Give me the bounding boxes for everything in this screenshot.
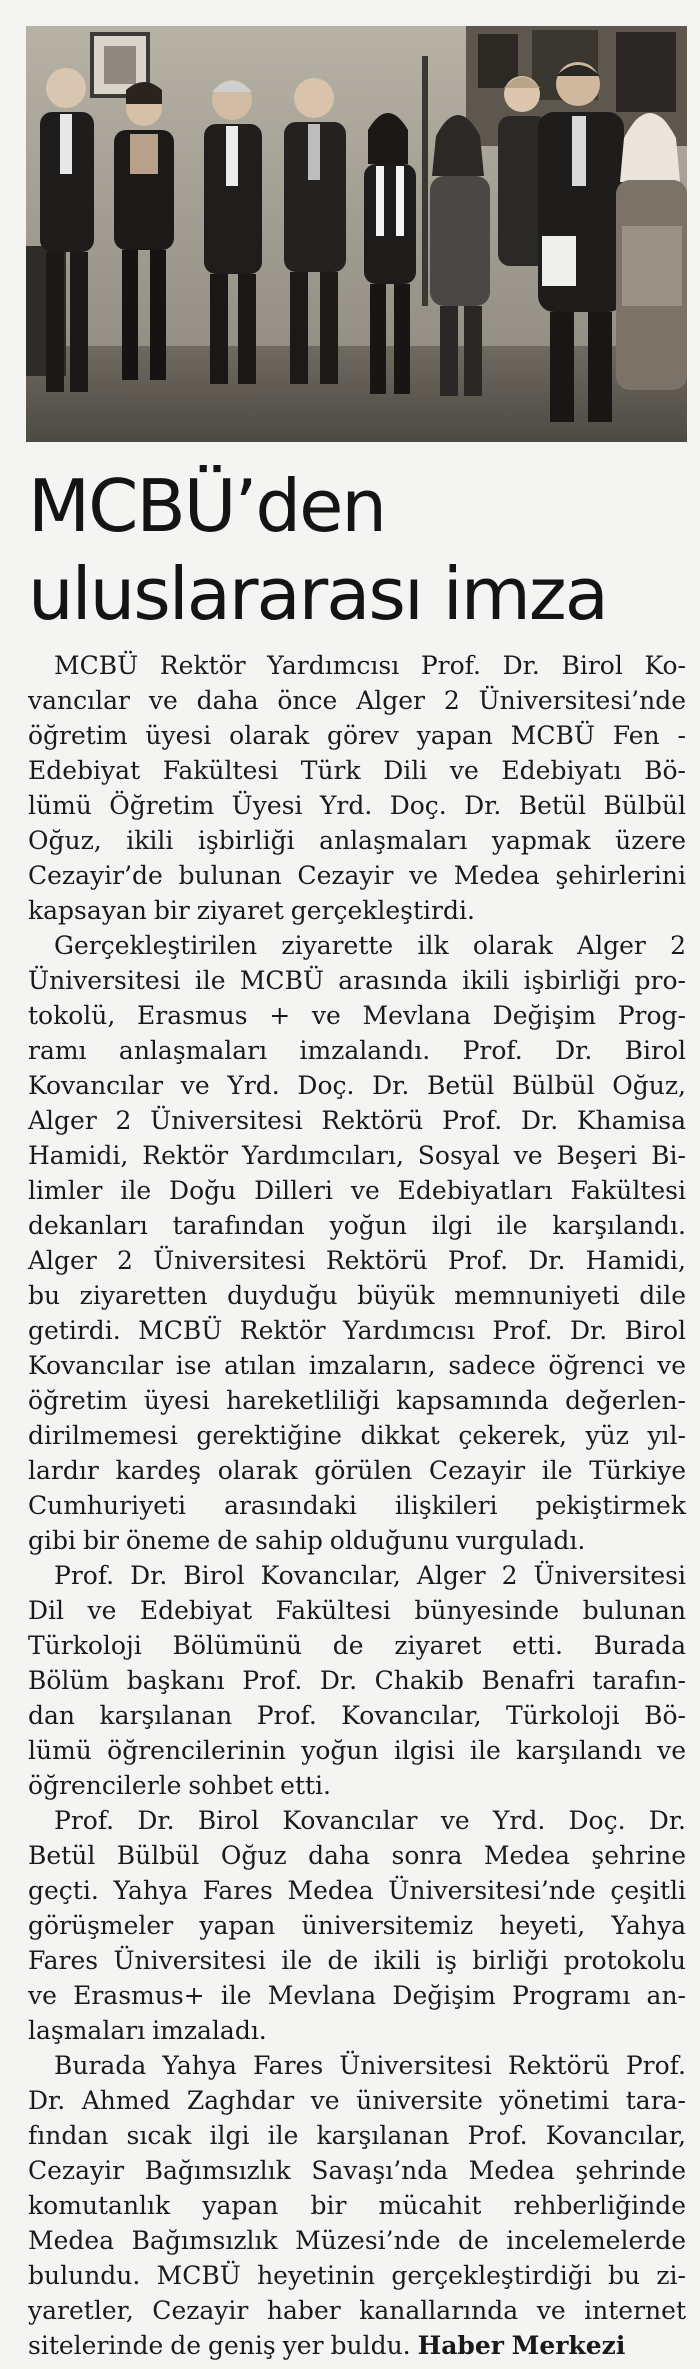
text-line: bulundu. MCBÜ heyetinin gerçekleştirdiği bu zi- (28, 2261, 686, 2290)
text-line: getirdi. MCBÜ Rektör Yardımcısı Prof. Dr. Birol (28, 1316, 686, 1345)
text-line: Oğuz, ikili işbirliği anlaşmaları yapmak üzere (28, 826, 686, 855)
text-line: Medea Bağımsızlık Müzesi’nde de incelemelerde (28, 2226, 686, 2255)
paragraph-3 (28, 1558, 686, 1803)
article-body (28, 648, 686, 2363)
person-9 (616, 113, 687, 390)
text-line: ramı anlaşmaları imzalandı. Prof. Dr. Birol (28, 1036, 686, 1065)
text-line: Cezayir’de bulunan Cezayir ve Medea şehirlerini (28, 861, 686, 890)
text-line: limler ile Doğu Dilleri ve Edebiyatları Fakültesi (28, 1176, 686, 1205)
text-line: bu ziyaretten duyduğu büyük memnuniyeti dile (28, 1281, 686, 1310)
text-line: Alger 2 Üniversitesi Rektörü Prof. Dr. Khamisa (28, 1106, 686, 1135)
text-line-with-credit (28, 2328, 686, 2363)
headline (28, 462, 688, 638)
headline-line: uluslararası imza (28, 552, 607, 636)
text-line: komutanlık yapan bir mücahit rehberliğinde (28, 2191, 686, 2220)
text-line: geçti. Yahya Fares Medea Üniversitesi’nde çeşitli (28, 1876, 686, 1905)
text-line: lümü Öğretim Üyesi Yrd. Doç. Dr. Betül Bülbül (28, 791, 686, 820)
text-line: Burada Yahya Fares Üniversitesi Rektörü Prof. (54, 2051, 686, 2080)
paragraph-2 (28, 928, 686, 1558)
text-line: Prof. Dr. Birol Kovancılar, Alger 2 Üniversitesi (54, 1561, 686, 1590)
text-line: Cumhuriyeti arasındaki ilişkileri pekiştirmek (28, 1491, 686, 1520)
paragraph-5 (28, 2048, 686, 2363)
text-line: ve Erasmus+ ile Mevlana Değişim Programı an- (28, 1981, 686, 2010)
text-line: fından sıcak ilgi ile karşılanan Prof. Kovancılar, (28, 2121, 686, 2150)
group-photo-illustration (26, 26, 687, 442)
text-line: yaretler, Cezayir haber kanallarında ve internet (28, 2296, 686, 2325)
text-line: MCBÜ Rektör Yardımcısı Prof. Dr. Birol Ko- (54, 651, 686, 680)
text-line: Üniversitesi ile MCBÜ arasında ikili işbirliği pro- (28, 966, 686, 995)
paragraph-4 (28, 1803, 686, 2048)
group-photo (26, 26, 687, 442)
text-line: öğretim üyesi hareketliliği kapsamında değerlen- (28, 1386, 686, 1415)
text-line: Alger 2 Üniversitesi Rektörü Prof. Dr. Hamidi, (28, 1246, 686, 1275)
text-line: Gerçekleştirilen ziyarette ilk olarak Alger 2 (54, 931, 686, 960)
text-line: lardır kardeş olarak görülen Cezayir ile Türkiye (28, 1456, 686, 1485)
text-line: kapsayan bir ziyaret gerçekleştirdi. (28, 896, 475, 925)
text-line: Fares Üniversitesi ile de ikili iş birliği protokolu (28, 1946, 686, 1975)
text-line: lümü öğrencilerinin yoğun ilgisi ile karşılandı ve (28, 1736, 686, 1765)
text-line: Hamidi, Rektör Yardımcıları, Sosyal ve Beşeri Bi- (28, 1141, 686, 1170)
text-line: sitelerinde de geniş yer buldu. (28, 2331, 411, 2360)
text-line: laşmaları imzaladı. (28, 2016, 267, 2045)
text-line: Betül Bülbül Oğuz daha sonra Medea şehrine (28, 1841, 686, 1870)
text-line: Edebiyat Fakültesi Türk Dili ve Edebiyatı Bö- (28, 756, 686, 785)
text-line: vancılar ve daha önce Alger 2 Üniversitesi’nde (28, 686, 686, 715)
text-line: Bölüm başkanı Prof. Dr. Chakib Benafri tarafın- (28, 1666, 686, 1695)
text-line: gibi bir öneme de sahip olduğunu vurguladı. (28, 1526, 586, 1555)
text-line: öğrencilerle sohbet etti. (28, 1771, 331, 1800)
text-line: Dr. Ahmed Zaghdar ve üniversite yönetimi tara- (28, 2086, 686, 2115)
byline-credit: Haber Merkezi (417, 2331, 626, 2360)
text-line: görüşmeler yapan üniversitemiz heyeti, Yahya (28, 1911, 686, 1940)
text-line: Kovancılar ise atılan imzaların, sadece öğrenci ve (28, 1351, 686, 1380)
text-line: Cezayir Bağımsızlık Savaşı’nda Medea şehrinde (28, 2156, 686, 2185)
text-line: öğretim üyesi olarak görev yapan MCBÜ Fen - (28, 721, 686, 750)
text-line: tokolü, Erasmus + ve Mevlana Değişim Prog- (28, 1001, 686, 1030)
text-line: Türkoloji Bölümünü de ziyaret etti. Burada (28, 1631, 686, 1660)
text-line: Kovancılar ve Yrd. Doç. Dr. Betül Bülbül Oğuz, (28, 1071, 686, 1100)
text-line: dirilmemesi gerektiğine dikkat çekerek, yüz yıl- (28, 1421, 686, 1450)
paragraph-1 (28, 648, 686, 928)
headline-line: MCBÜ’den (28, 464, 386, 548)
text-line: Dil ve Edebiyat Fakültesi bünyesinde bulunan (28, 1596, 686, 1625)
text-line: dekanları tarafından yoğun ilgi ile karşılandı. (28, 1211, 686, 1240)
text-line: dan karşılanan Prof. Kovancılar, Türkoloji Bö- (28, 1701, 686, 1730)
text-line: Prof. Dr. Birol Kovancılar ve Yrd. Doç. Dr. (54, 1806, 686, 1835)
